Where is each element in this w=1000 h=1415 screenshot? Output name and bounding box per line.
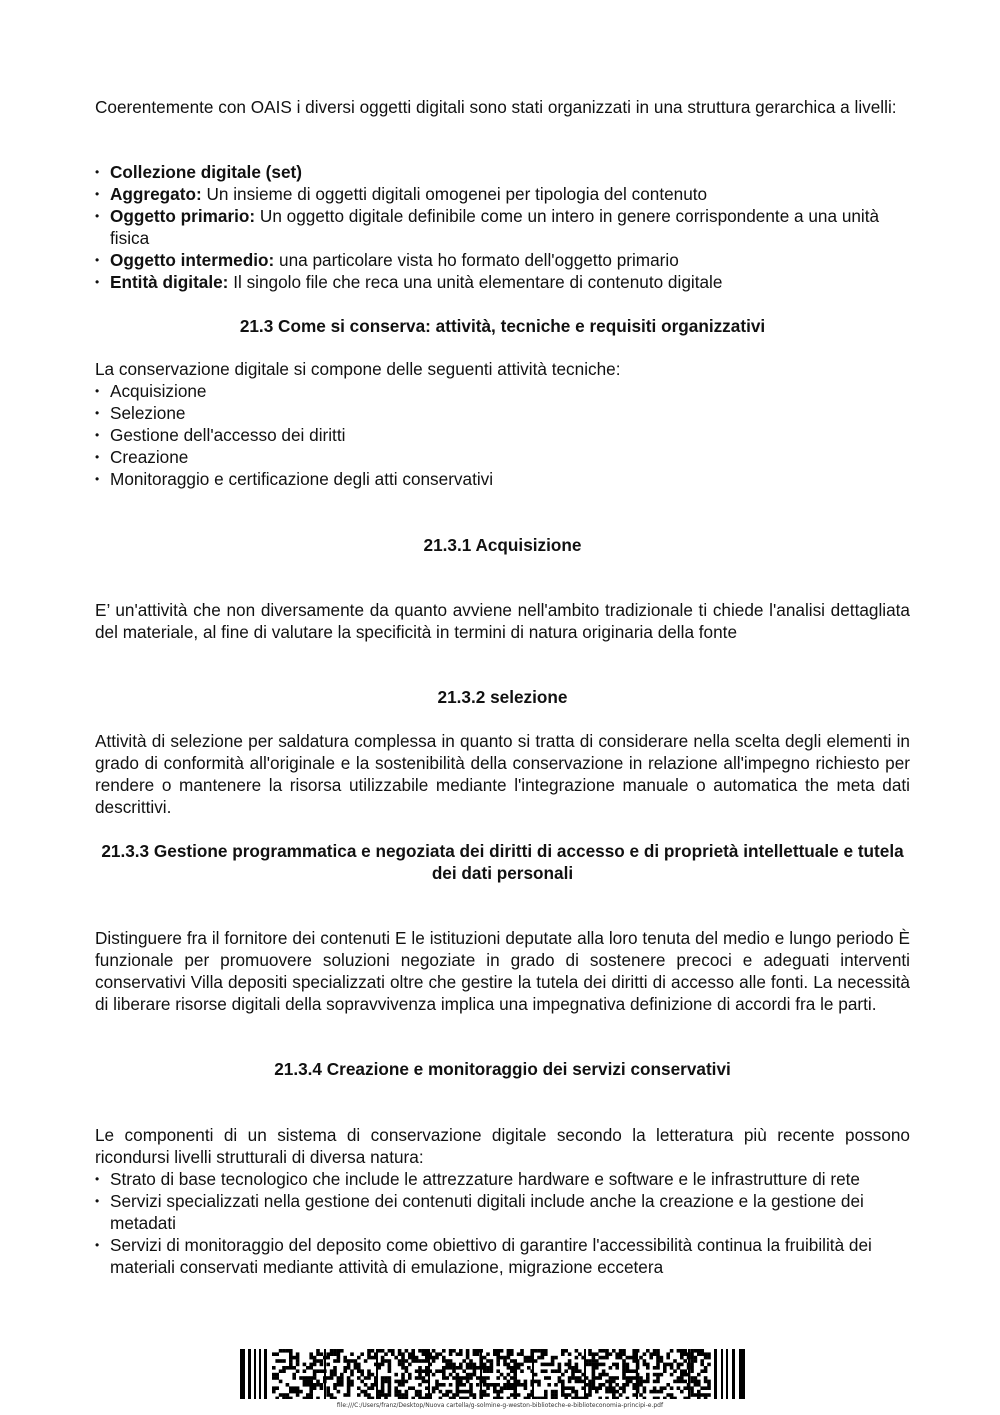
list-text: Gestione dell'accesso dei diritti <box>110 425 346 445</box>
section-paragraph: Distinguere fra il fornitore dei contenuti E le istituzioni deputate alla loro tenuta del medio e lungo periodo È funzionale per promuovere soluzioni negoziate in grado di sostenere precoci e adeguati interventi conservativi Villa depositi specializzati oltre che gestire la tutela dei diritti di accesso alle fonti. La necessità di liberare risorse digitali della sopravvivenza implica una impegnativa definizione di accordi fra le parti. <box>95 928 910 1014</box>
list-text: Monitoraggio e certificazione degli atti conservativi <box>110 469 494 489</box>
list-item <box>95 1234 910 1278</box>
levels-list <box>95 161 910 293</box>
intro-paragraph: Coerentemente con OAIS i diversi oggetti digitali sono stati organizzati in una struttura gerarchica a livelli: <box>95 97 897 117</box>
activities-list <box>95 380 910 490</box>
bullet-icon: • <box>95 165 100 179</box>
bullet-icon: • <box>95 384 100 398</box>
list-item <box>95 446 910 468</box>
section-heading-21-3-3: 21.3.3 Gestione programmatica e negoziata dei diritti di accesso e di proprietà intellettuale e tutela dei dati personali <box>101 841 904 883</box>
list-desc: una particolare vista ho formato dell'oggetto primario <box>274 250 679 270</box>
list-item <box>95 183 910 205</box>
list-item <box>95 249 910 271</box>
list-item <box>95 1168 910 1190</box>
list-text: Creazione <box>110 447 189 467</box>
section-heading-21-3-1: 21.3.1 Acquisizione <box>423 535 582 555</box>
file-path: file:///C:/Users/franz/Desktop/Nuova cartella/g-solmine-g-weston-biblioteche-e-biblioteconomia-principi-e.pdf <box>336 1402 664 1409</box>
barcode-icon <box>240 1349 745 1399</box>
list-desc: Un insieme di oggetti digitali omogenei per tipologia del contenuto <box>201 184 708 204</box>
section-paragraph: E’ un'attività che non diversamente da quanto avviene nell'ambito tradizionale ti chiede l'analisi dettagliata del materiale, al fine di valutare la specificità in termini di natura originaria della fonte <box>95 600 910 642</box>
list-desc: Un oggetto digitale definibile come un intero in genere corrispondente a una unità fisica <box>110 206 880 248</box>
list-item <box>95 205 910 249</box>
bullet-icon: • <box>95 450 100 464</box>
bullet-icon: • <box>95 275 100 289</box>
bullet-icon: • <box>95 406 100 420</box>
bullet-icon: • <box>95 209 100 223</box>
list-text: Strato di base tecnologico che include le attrezzature hardware e software e le infrastrutture di rete <box>110 1169 860 1189</box>
bullet-icon: • <box>95 253 100 267</box>
list-term: Aggregato: <box>110 184 202 204</box>
list-term: Collezione digitale (set) <box>110 162 302 182</box>
list-term: Oggetto intermedio: <box>110 250 275 270</box>
list-item <box>95 271 910 293</box>
section-heading-21-3-4: 21.3.4 Creazione e monitoraggio dei servizi conservativi <box>274 1059 731 1079</box>
list-term: Entità digitale: <box>110 272 229 292</box>
components-list <box>95 1168 910 1278</box>
bullet-icon: • <box>95 1238 100 1252</box>
bullet-icon: • <box>95 1194 100 1208</box>
list-item <box>95 402 910 424</box>
section-heading-21-3: 21.3 Come si conserva: attività, tecniche e requisiti organizzativi <box>239 316 766 336</box>
list-item <box>95 161 910 183</box>
list-text: Acquisizione <box>110 381 207 401</box>
list-text: Servizi di monitoraggio del deposito come obiettivo di garantire l'accessibilità continua la fruibilità dei materiali conservati mediante attività di emulazione, migrazione eccetera <box>110 1235 872 1277</box>
list-text: Selezione <box>110 403 186 423</box>
bullet-icon: • <box>95 187 100 201</box>
bullet-icon: • <box>95 428 100 442</box>
list-term: Oggetto primario: <box>110 206 256 226</box>
section-heading-21-3-2: 21.3.2 selezione <box>437 687 568 707</box>
list-item <box>95 380 910 402</box>
list-item <box>95 424 910 446</box>
list-item <box>95 468 910 490</box>
section-paragraph: Attività di selezione per saldatura complessa in quanto si tratta di considerare nella scelta degli elementi in grado di conformità all'originale e la sostenibilità della conservazione in relazione all'impegno richiesto per rendere o mantenere la risorsa utilizzabile mediante l'integrazione manuale o automatica the meta dati descrittivi. <box>95 731 910 817</box>
section-lead: Le componenti di un sistema di conservazione digitale secondo la letteratura più recente possono ricondursi livelli strutturali di diversa natura: <box>95 1125 910 1167</box>
section-lead: La conservazione digitale si compone delle seguenti attività tecniche: <box>95 359 621 379</box>
bullet-icon: • <box>95 1172 100 1186</box>
bullet-icon: • <box>95 472 100 486</box>
list-text: Servizi specializzati nella gestione dei contenuti digitali include anche la creazione e la gestione dei metadati <box>110 1191 864 1233</box>
list-item <box>95 1190 910 1234</box>
list-desc: Il singolo file che reca una unità elementare di contenuto digitale <box>228 272 723 292</box>
